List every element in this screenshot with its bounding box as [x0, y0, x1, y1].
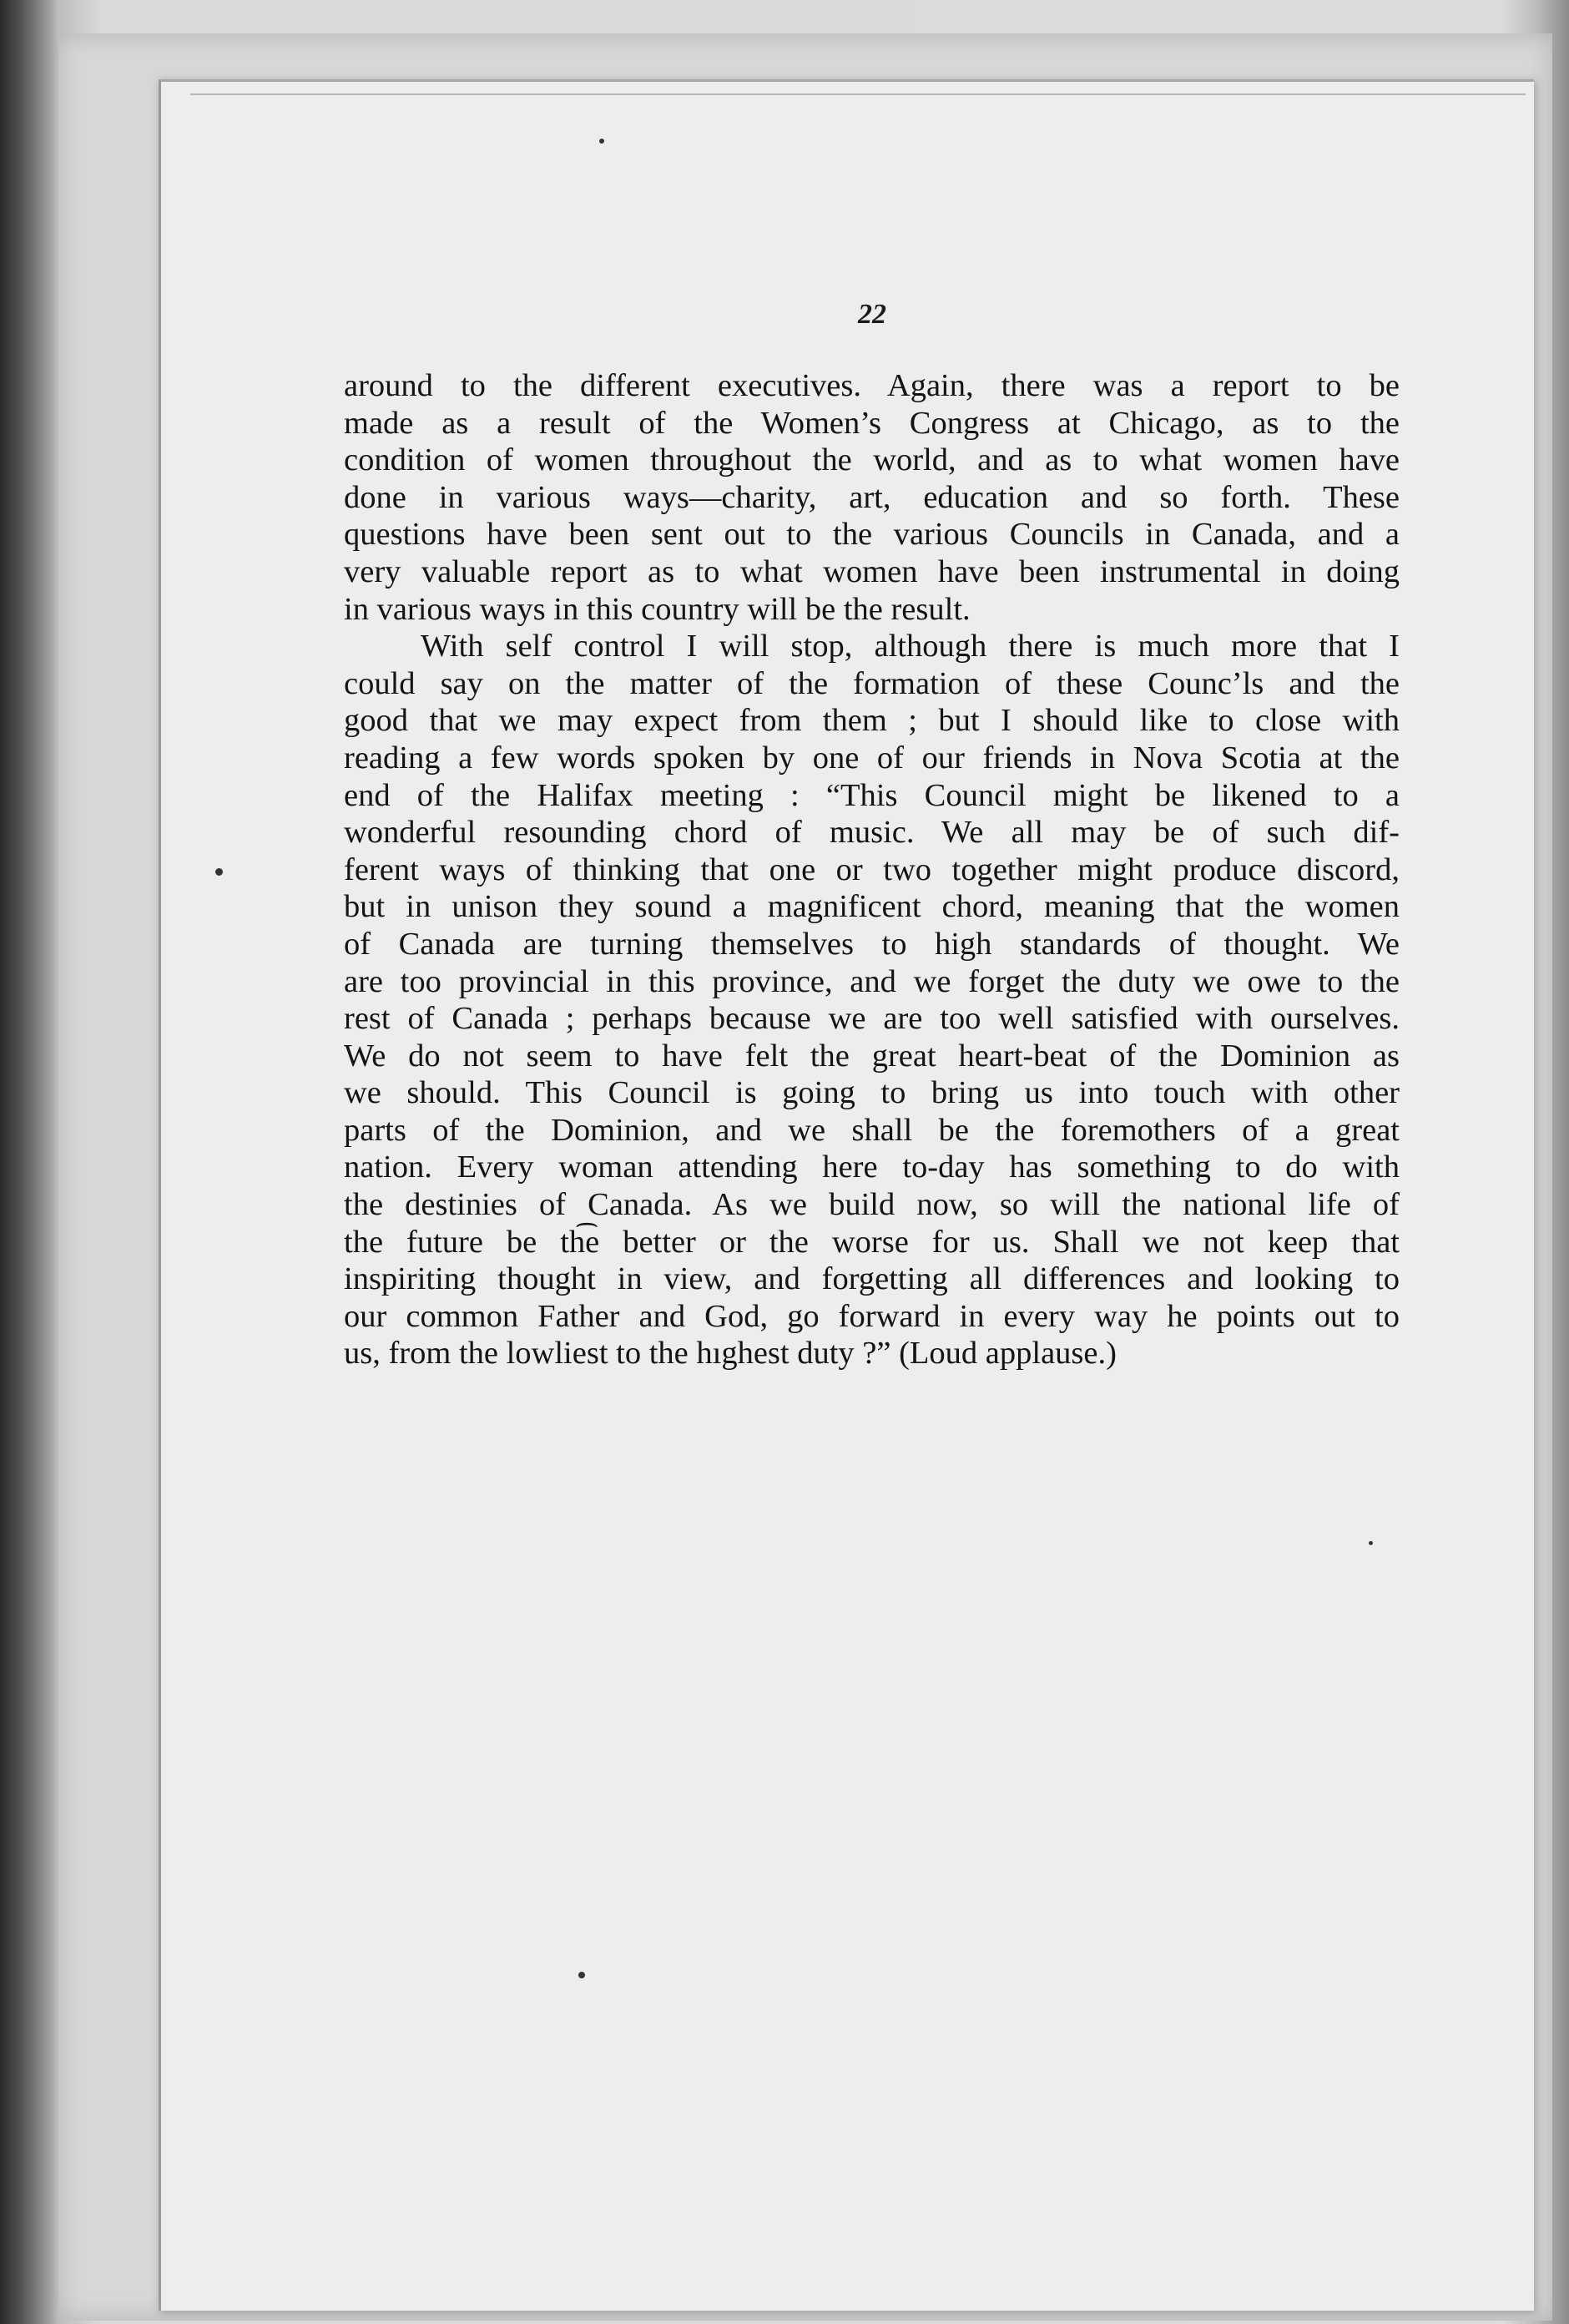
- text-line: are too provincial in this province, and we forget the duty we owe to the: [344, 963, 1400, 999]
- text-line: done in various ways—charity, art, education and so forth. These: [344, 479, 1400, 515]
- page-number: 22: [858, 299, 886, 330]
- text-line: but in unison they sound a magnificent chord, meaning that the women: [344, 889, 1400, 925]
- dust-speck: [215, 868, 223, 876]
- text-line: With self control I will stop, although there is much more that I: [421, 629, 1400, 664]
- text-line: We do not seem to have felt the great heart-beat of the Dominion as: [344, 1038, 1400, 1074]
- page-top-edge: [190, 93, 1526, 95]
- dust-speck: [599, 139, 604, 144]
- text-line: made as a result of the Women’s Congress at Chicago, as to the: [344, 405, 1400, 441]
- text-line: our common Father and God, go forward in every way he points out to: [344, 1298, 1400, 1334]
- text-line: of Canada are turning themselves to high standards of thought. We: [344, 926, 1400, 962]
- text-line: very valuable report as to what women have been instrumental in doing: [344, 553, 1400, 589]
- text-line: around to the different executives. Again, there was a report to be: [344, 368, 1400, 403]
- text-line: inspiriting thought in view, and forgetting all differences and looking to: [344, 1261, 1400, 1297]
- text-line: condition of women throughout the world, and as to what women have: [344, 442, 1400, 478]
- text-line: could say on the matter of the formation of these Counc’ls and the: [344, 665, 1400, 701]
- text-line: rest of Canada ; perhaps because we are too well satisfied with ourselves.: [344, 1001, 1400, 1037]
- dust-speck: [578, 1972, 585, 1978]
- text-line: the future be th͡e better or the worse for us. Shall we not keep that: [344, 1224, 1400, 1260]
- text-line: parts of the Dominion, and we shall be the foremothers of a great: [344, 1112, 1400, 1148]
- text-line: we should. This Council is going to bring us into touch with other: [344, 1075, 1400, 1111]
- text-line: good that we may expect from them ; but I should like to close with: [344, 703, 1400, 739]
- text-line: the destinies of Canada. As we build now, so will the national life of: [344, 1187, 1400, 1223]
- text-line: nation. Every woman attending here to-day has something to do with: [344, 1149, 1400, 1185]
- text-line: reading a few words spoken by one of our friends in Nova Scotia at the: [344, 740, 1400, 776]
- text-line: wonderful resounding chord of music. We all may be of such dif-: [344, 815, 1400, 851]
- text-line: end of the Halifax meeting : “This Council might be likened to a: [344, 777, 1400, 813]
- body-text: [344, 367, 1400, 1372]
- text-line: us, from the lowliest to the hıghest duty ?” (Loud applause.): [344, 1336, 1117, 1372]
- text-line: in various ways in this country will be the result.: [344, 591, 971, 627]
- text-line: questions have been sent out to the various Councils in Canada, and a: [344, 517, 1400, 553]
- dust-speck: [1369, 1541, 1373, 1545]
- text-line: ferent ways of thinking that one or two together might produce discord,: [344, 851, 1400, 887]
